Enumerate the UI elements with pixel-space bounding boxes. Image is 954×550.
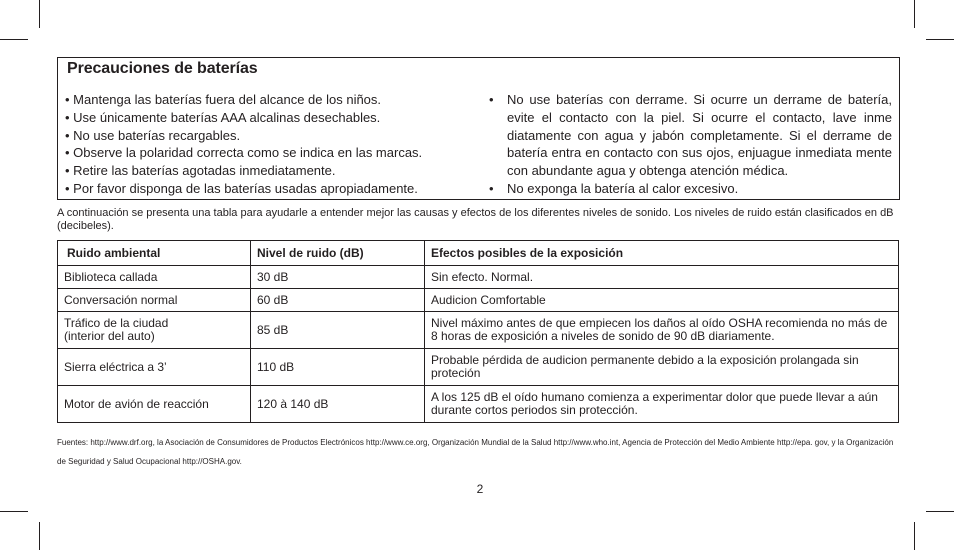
sources-footnote: Fuentes: http://www.drf.org, la Asociación de Consumidores de Productos Electrónicos http://www.ce.org, Organización Mundial de la Salud http://www.who.int, Agencia de Protección del Medio Ambiente http://epa. gov, y la Organización de Seguridad y Salud Ocupacional http://OSHA.gov. bbox=[57, 438, 894, 466]
crop-mark bbox=[39, 522, 40, 550]
precaution-item-text: No exponga la batería al calor excesivo. bbox=[507, 180, 739, 196]
cell-noise-level: 60 dB bbox=[251, 289, 425, 312]
cell-noise-source-line: (interior del auto) bbox=[64, 329, 155, 343]
cell-effects: Probable pérdida de audicion permanente debido a la exposición prolangada sin proteción bbox=[425, 349, 899, 386]
cell-noise-source: Biblioteca callada bbox=[58, 266, 251, 289]
precaution-item bbox=[489, 180, 892, 198]
precaution-item bbox=[489, 91, 892, 180]
column-header-level: Nivel de ruido (dB) bbox=[251, 241, 425, 266]
cell-noise-level: 110 dB bbox=[251, 349, 425, 386]
precaution-item: • Observe la polaridad correcta como se indica en las marcas. bbox=[65, 145, 423, 161]
noise-levels-table bbox=[57, 240, 899, 423]
crop-mark bbox=[926, 511, 954, 512]
cell-noise-level: 120 à 140 dB bbox=[251, 386, 425, 423]
page-number: 2 bbox=[476, 482, 484, 496]
precautions-left-list bbox=[65, 91, 465, 198]
cell-effects: Sin efecto. Normal. bbox=[425, 266, 899, 289]
cell-noise-source: Motor de avión de reacción bbox=[58, 386, 251, 423]
crop-mark bbox=[926, 39, 954, 40]
precaution-item: • No use baterías recargables. bbox=[65, 127, 241, 143]
cell-noise-level: 85 dB bbox=[251, 312, 425, 349]
precautions-title: Precauciones de baterías bbox=[67, 60, 258, 77]
crop-mark bbox=[0, 511, 28, 512]
crop-mark bbox=[0, 39, 28, 40]
cell-noise-source: Sierra eléctrica a 3’ bbox=[58, 349, 251, 386]
crop-mark bbox=[914, 522, 915, 550]
battery-precautions-box bbox=[57, 57, 900, 200]
cell-noise-source-line: Tráfico de la ciudad bbox=[64, 316, 169, 330]
cell-effects: Nivel máximo antes de que empiecen los daños al oído OSHA recomienda no más de 8 horas de exposición a niveles de sonido de 90 dB diariamente. bbox=[425, 312, 899, 349]
table-row bbox=[58, 349, 899, 386]
table-row bbox=[58, 312, 899, 349]
crop-mark bbox=[914, 0, 915, 28]
column-header-effects: Efectos posibles de la exposición bbox=[425, 241, 899, 266]
cell-effects: Audicion Comfortable bbox=[425, 289, 899, 312]
precaution-item: • Use únicamente baterías AAA alcalinas desechables. bbox=[65, 109, 381, 125]
precaution-item: • Mantenga las baterías fuera del alcance de los niños. bbox=[65, 92, 382, 107]
column-header-noise: Ruido ambiental bbox=[58, 241, 251, 266]
table-header-row bbox=[58, 241, 899, 266]
precaution-item-text: No use baterías con derrame. Si ocurre un derrame de batería, evite el contacto con la piel. Si ocurre el contacto, lave inme diatamente con agua y jabón completamente. Si el derrame de batería entra en contacto con sus ojos, enjuague inmediata mente con abundante agua y obtenga atención médica. bbox=[507, 92, 892, 179]
noise-intro-text: A continuación se presenta una tabla para ayudarle a entender mejor las causas y efectos de los diferentes niveles de sonido. Los niveles de ruido están clasificados en dB (decibeles). bbox=[57, 207, 894, 232]
crop-mark bbox=[39, 0, 40, 28]
cell-noise-source bbox=[58, 312, 251, 349]
table-row bbox=[58, 386, 899, 423]
bullet: • bbox=[489, 180, 494, 196]
precaution-item: • Retire las baterías agotadas inmediatamente. bbox=[65, 163, 336, 179]
cell-effects: A los 125 dB el oído humano comienza a experimentar dolor que puede llevar a aún durante cortos periodos sin protección. bbox=[425, 386, 899, 423]
precautions-right-list bbox=[489, 91, 892, 198]
precaution-item: • Por favor disponga de las baterías usadas apropiadamente. bbox=[65, 180, 418, 196]
bullet: • bbox=[489, 92, 494, 107]
cell-noise-level: 30 dB bbox=[251, 266, 425, 289]
cell-noise-source: Conversación normal bbox=[58, 289, 251, 312]
table-row bbox=[58, 289, 899, 312]
table-row bbox=[58, 266, 899, 289]
